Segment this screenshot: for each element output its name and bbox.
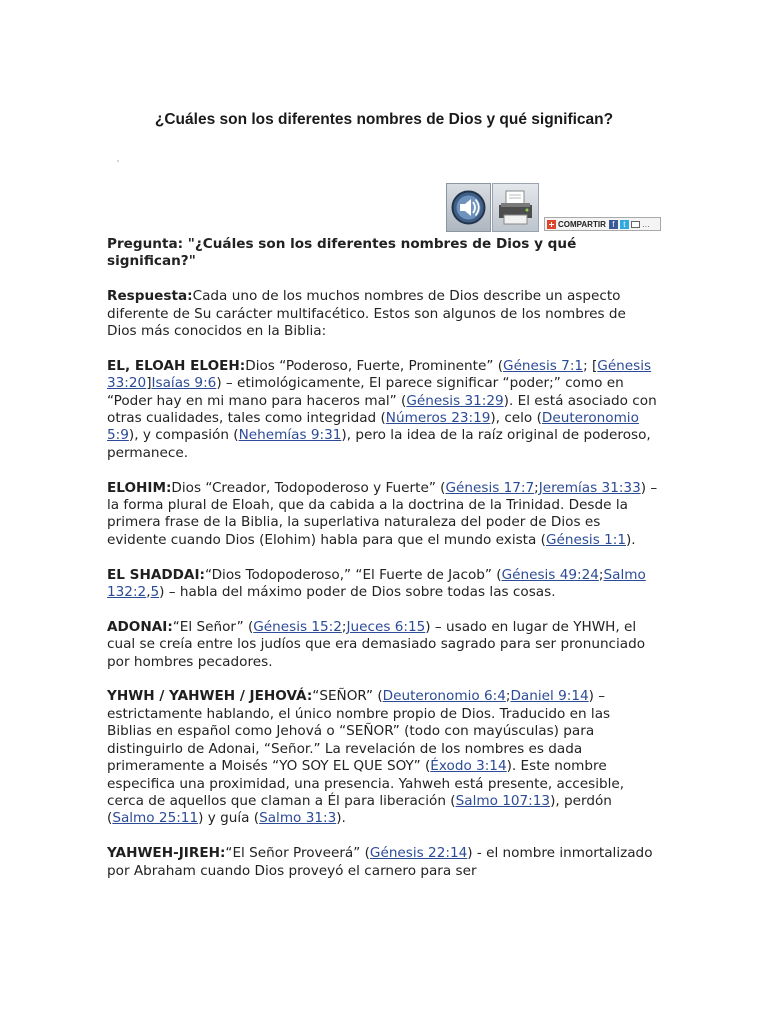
answer-text: Cada uno de los muchos nombres de Dios describe un aspecto diferente de Su carácter multifacético. Estos son algunos de los nombres de Dios más conocidos en la Biblia: xyxy=(107,288,626,340)
email-icon[interactable] xyxy=(631,221,640,228)
printer-icon xyxy=(493,184,538,231)
twitter-icon[interactable]: t xyxy=(620,220,629,229)
name-entry-shaddai xyxy=(107,567,659,602)
entry-text: ; xyxy=(534,479,539,496)
scripture-link[interactable]: 5 xyxy=(150,584,160,601)
entry-text: ; xyxy=(598,566,604,583)
listen-button[interactable] xyxy=(446,183,491,232)
print-button[interactable] xyxy=(492,183,539,232)
scripture-link[interactable]: Deuteronomio 5:9 xyxy=(107,410,639,444)
answer-label: Respuesta: xyxy=(107,288,193,305)
entry-name: YHWH / YAHWEH / JEHOVÁ: xyxy=(107,688,313,705)
entry-name: YAHWEH-JIREH: xyxy=(107,845,226,862)
entry-text: ), y compasión ( xyxy=(128,427,239,444)
entry-text: ) – habla del máximo poder de Dios sobre todas las cosas. xyxy=(159,584,556,601)
article-body xyxy=(107,236,659,897)
entry-text: ; xyxy=(505,688,511,705)
entry-text: “El Señor” ( xyxy=(172,618,254,635)
entry-name: EL SHADDAI: xyxy=(107,566,205,583)
entry-text: “Dios Todopoderoso,” “El Fuerte de Jacob” ( xyxy=(204,566,502,583)
scripture-link[interactable]: Génesis 31:29 xyxy=(406,392,504,409)
scripture-link[interactable]: Nehemías 9:31 xyxy=(238,427,342,444)
scripture-link[interactable]: Jeremías 31:33 xyxy=(538,479,641,496)
entry-text: “SEÑOR” ( xyxy=(312,688,383,705)
entry-text: ] xyxy=(146,375,152,392)
entry-text: ). Este nombre especifica una proximidad, una presencia. Yahweh está presente, accesible, cerca de aquellos que claman a Él para liberación ( xyxy=(107,758,625,809)
entry-text: ) - el nombre inmortalizado por Abraham cuando Dios proveyó el carnero para ser xyxy=(107,845,653,879)
speaker-icon xyxy=(447,184,490,231)
scripture-link[interactable]: Números 23:19 xyxy=(385,410,491,427)
entry-text: ; xyxy=(341,618,347,635)
name-entry-el xyxy=(107,358,659,462)
entry-text: Dios “Creador, Todopoderoso y Fuerte” ( xyxy=(171,479,446,496)
more-icon[interactable]: … xyxy=(641,219,650,229)
entry-text: ), pero la idea de la raíz original de poderoso, permanece. xyxy=(107,427,651,461)
entry-name: ELOHIM: xyxy=(107,479,172,496)
question: Pregunta: "¿Cuáles son los diferentes nombres de Dios y qué significan?" xyxy=(107,236,577,270)
scripture-link[interactable]: Deuteronomio 6:4 xyxy=(382,688,506,705)
name-entry-adonai xyxy=(107,619,659,671)
scripture-link[interactable]: Jueces 6:15 xyxy=(346,618,426,635)
scripture-link[interactable]: Isaías 9:6 xyxy=(151,375,217,392)
entry-name: EL, ELOAH ELOEH: xyxy=(107,357,246,374)
entry-text: “El Señor Proveerá” ( xyxy=(225,845,370,862)
share-button[interactable] xyxy=(544,217,661,231)
scripture-link[interactable]: Génesis 15:2 xyxy=(253,618,342,635)
scripture-link[interactable]: Daniel 9:14 xyxy=(510,688,589,705)
scripture-link[interactable]: Salmo 25:11 xyxy=(112,810,199,827)
answer-paragraph xyxy=(107,288,659,340)
entry-text: ; [ xyxy=(583,357,598,374)
scripture-link[interactable]: Salmo 31:3 xyxy=(259,810,337,827)
decorative-dot xyxy=(117,160,119,162)
scripture-link[interactable]: Génesis 49:24 xyxy=(501,566,599,583)
entry-name: ADONAI: xyxy=(107,618,173,635)
entry-text: ) – la forma plural de Eloah, que da cabida a la doctrina de la Trinidad. Desde la primera frase de la Biblia, la superlativa naturaleza del poder de Dios es evidente cuando Dios (Elohim) habla para que el mundo exista ( xyxy=(107,479,658,548)
entry-text: ) y guía ( xyxy=(198,810,260,827)
entry-text: , xyxy=(146,584,151,601)
entry-text: ) – estrictamente hablando, el único nombre propio de Dios. Traducido en las Biblias en español como Jehová o “SEÑOR” (todo con mayúsculas) para distinguirlo de Adonai, “Señor.” La revelación de los nombres es dada primeramente a Moisés “YO SOY EL QUE SOY” ( xyxy=(107,688,611,775)
scripture-link[interactable]: Génesis 7:1 xyxy=(503,357,584,374)
scripture-link[interactable]: Génesis 17:7 xyxy=(445,479,535,496)
scripture-link[interactable]: Génesis 1:1 xyxy=(545,531,626,548)
entry-text: ). El está asociado con otras cualidades, tales como integridad ( xyxy=(107,392,657,427)
scripture-link[interactable]: Salmo 107:13 xyxy=(455,792,551,809)
entry-text: ). xyxy=(336,810,346,827)
entry-text: ), celo ( xyxy=(490,410,542,427)
entry-text: ) – etimológicamente, El parece significar “poder;” como en “Poder hay en mi mano para haceros mal” ( xyxy=(107,375,624,409)
page-title: ¿Cuáles son los diferentes nombres de Dios y qué significan? xyxy=(154,111,614,128)
entry-text: ) – usado en lugar de YHWH, el cual se creía entre los judíos que era demasiado sagrado para ser pronunciado por hombres pecadores. xyxy=(107,618,646,670)
scripture-link[interactable]: Salmo 132:2 xyxy=(107,566,646,601)
scripture-link[interactable]: Génesis 22:14 xyxy=(369,845,468,862)
plus-icon xyxy=(547,220,556,229)
entry-text: ), perdón ( xyxy=(107,792,612,827)
name-entry-jireh xyxy=(107,845,659,880)
scripture-link[interactable]: Génesis 33:20 xyxy=(107,357,652,392)
facebook-icon[interactable]: f xyxy=(609,220,618,229)
entry-text: ). xyxy=(626,531,636,548)
share-label: COMPARTIR xyxy=(558,219,606,229)
scripture-link[interactable]: Éxodo 3:14 xyxy=(430,758,507,775)
entry-text: Dios “Poderoso, Fuerte, Prominente” ( xyxy=(245,357,504,374)
name-entry-yhwh xyxy=(107,688,659,827)
name-entry-elohim xyxy=(107,480,659,550)
